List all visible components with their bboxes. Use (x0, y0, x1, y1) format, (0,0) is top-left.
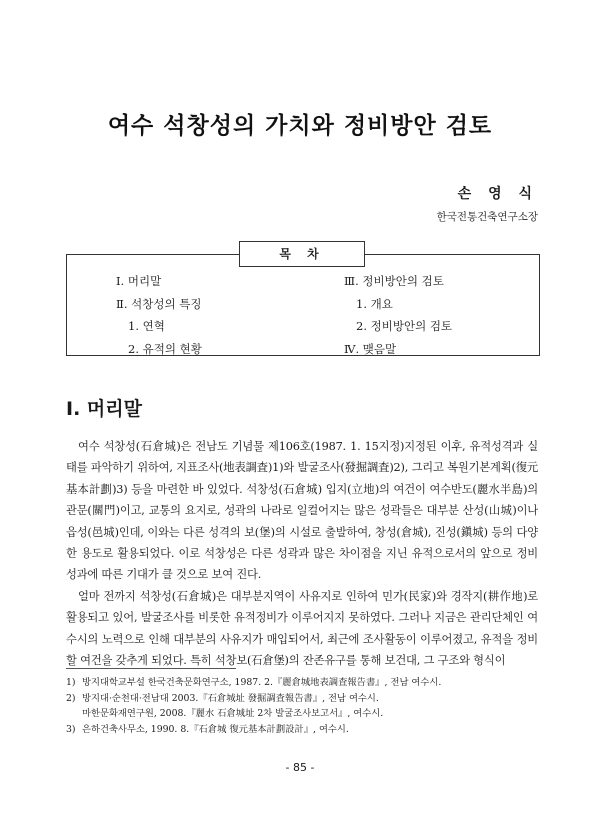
footnote (66, 691, 538, 707)
toc-item: 2. 정비방안의 검토 (356, 319, 453, 333)
section-heading: Ⅰ. 머리말 (66, 398, 142, 420)
footnote (66, 722, 538, 738)
toc-right-column (344, 270, 452, 360)
toc-item: Ⅲ. 정비방안의 검토 (344, 274, 444, 288)
body-text (66, 436, 538, 671)
paragraph: 여수 석창성(石倉城)은 전남도 기념물 제106호(1987. 1. 15지정)지정된 이후, 유적성격과 실태를 파악하기 위하여, 지표조사(地表調査)1)와 발굴조사(發掘調査)2), 그리고 복원기본계획(復元基本計劃)3) 등을 마련한 바 있었다. 석창성(石倉城) 입지(立地)의 여건이 여수반도(麗水半島)의 관문(關門)이고, 교통의 요지로, 성곽의 나라로 일컬어지는 많은 성곽들은 대부분 산성(山城)이나 읍성(邑城)인데, 이와는 다른 성격의 보(堡)의 시설로 출발하여, 창성(倉城), 진성(鎭城) 등의 다양한 용도로 활용되었다. 이로 석창성은 다른 성곽과 많은 차이점을 지닌 유적으로서의 앞으로 정비성과에 따른 기대가 클 것으로 보여 진다. (66, 440, 538, 582)
author-name: 손 영 식 (457, 186, 538, 202)
footnote (66, 706, 538, 722)
toc-item: Ⅱ. 석창성의 특징 (116, 296, 202, 311)
toc-heading: 목 차 (239, 241, 365, 267)
footnote (66, 675, 538, 691)
page-number: - 85 - (285, 761, 315, 774)
footnote-text: 은하건축사무소, 1990. 8.『石倉城 復元基本計劃設計』, 여수시. (82, 723, 349, 735)
toc-item: 1. 연혁 (128, 319, 165, 333)
paper-title: 여수 석창성의 가치와 정비방안 검토 (107, 112, 493, 139)
toc-item: 2. 유적의 현황 (128, 341, 202, 356)
toc-item: 1. 개요 (356, 296, 393, 311)
author-affiliation: 한국전통건축연구소장 (436, 211, 538, 223)
footnotes (66, 675, 538, 737)
footnote-text: 방지대·순천대·전남대 2003.『石倉城址 發掘調査報告書』, 전남 여수시. (82, 692, 379, 704)
toc-item: Ⅰ. 머리말 (116, 274, 162, 288)
footnote-number: 2) (66, 692, 76, 704)
author-block (437, 183, 538, 224)
footnote-divider (66, 668, 236, 669)
toc-item: Ⅳ. 맺음말 (344, 341, 397, 356)
footnote-number: 3) (66, 723, 76, 735)
footnote-text: 마한문화재연구원, 2008.『麗水 石倉城址 2차 발굴조사보고서』, 여수시. (82, 708, 384, 719)
footnote-number: 1) (66, 677, 76, 688)
toc-left-column (116, 270, 202, 360)
paragraph: 얼마 전까지 석창성(石倉城)은 대부분지역이 사유지로 인하여 민가(民家)와 경작지(耕作地)로 활용되고 있어, 발굴조사를 비롯한 유적정비가 이루어지지 못하였다. 그러나 지금은 관리단체인 여수시의 노력으로 인해 대부분의 사유지가 매입되어서, 최근에 조사활동이 이루어졌고, 유적을 정비할 여건을 갖추게 되었다. 특히 석창보(石倉堡)의 잔존유구를 통해 보건대, 그 구조와 형식이 (66, 589, 538, 668)
footnote-text: 방지대학교부설 한국건축문화연구소, 1987. 2.『麗倉城地表調査報告書』, 전남 여수시. (82, 677, 442, 688)
